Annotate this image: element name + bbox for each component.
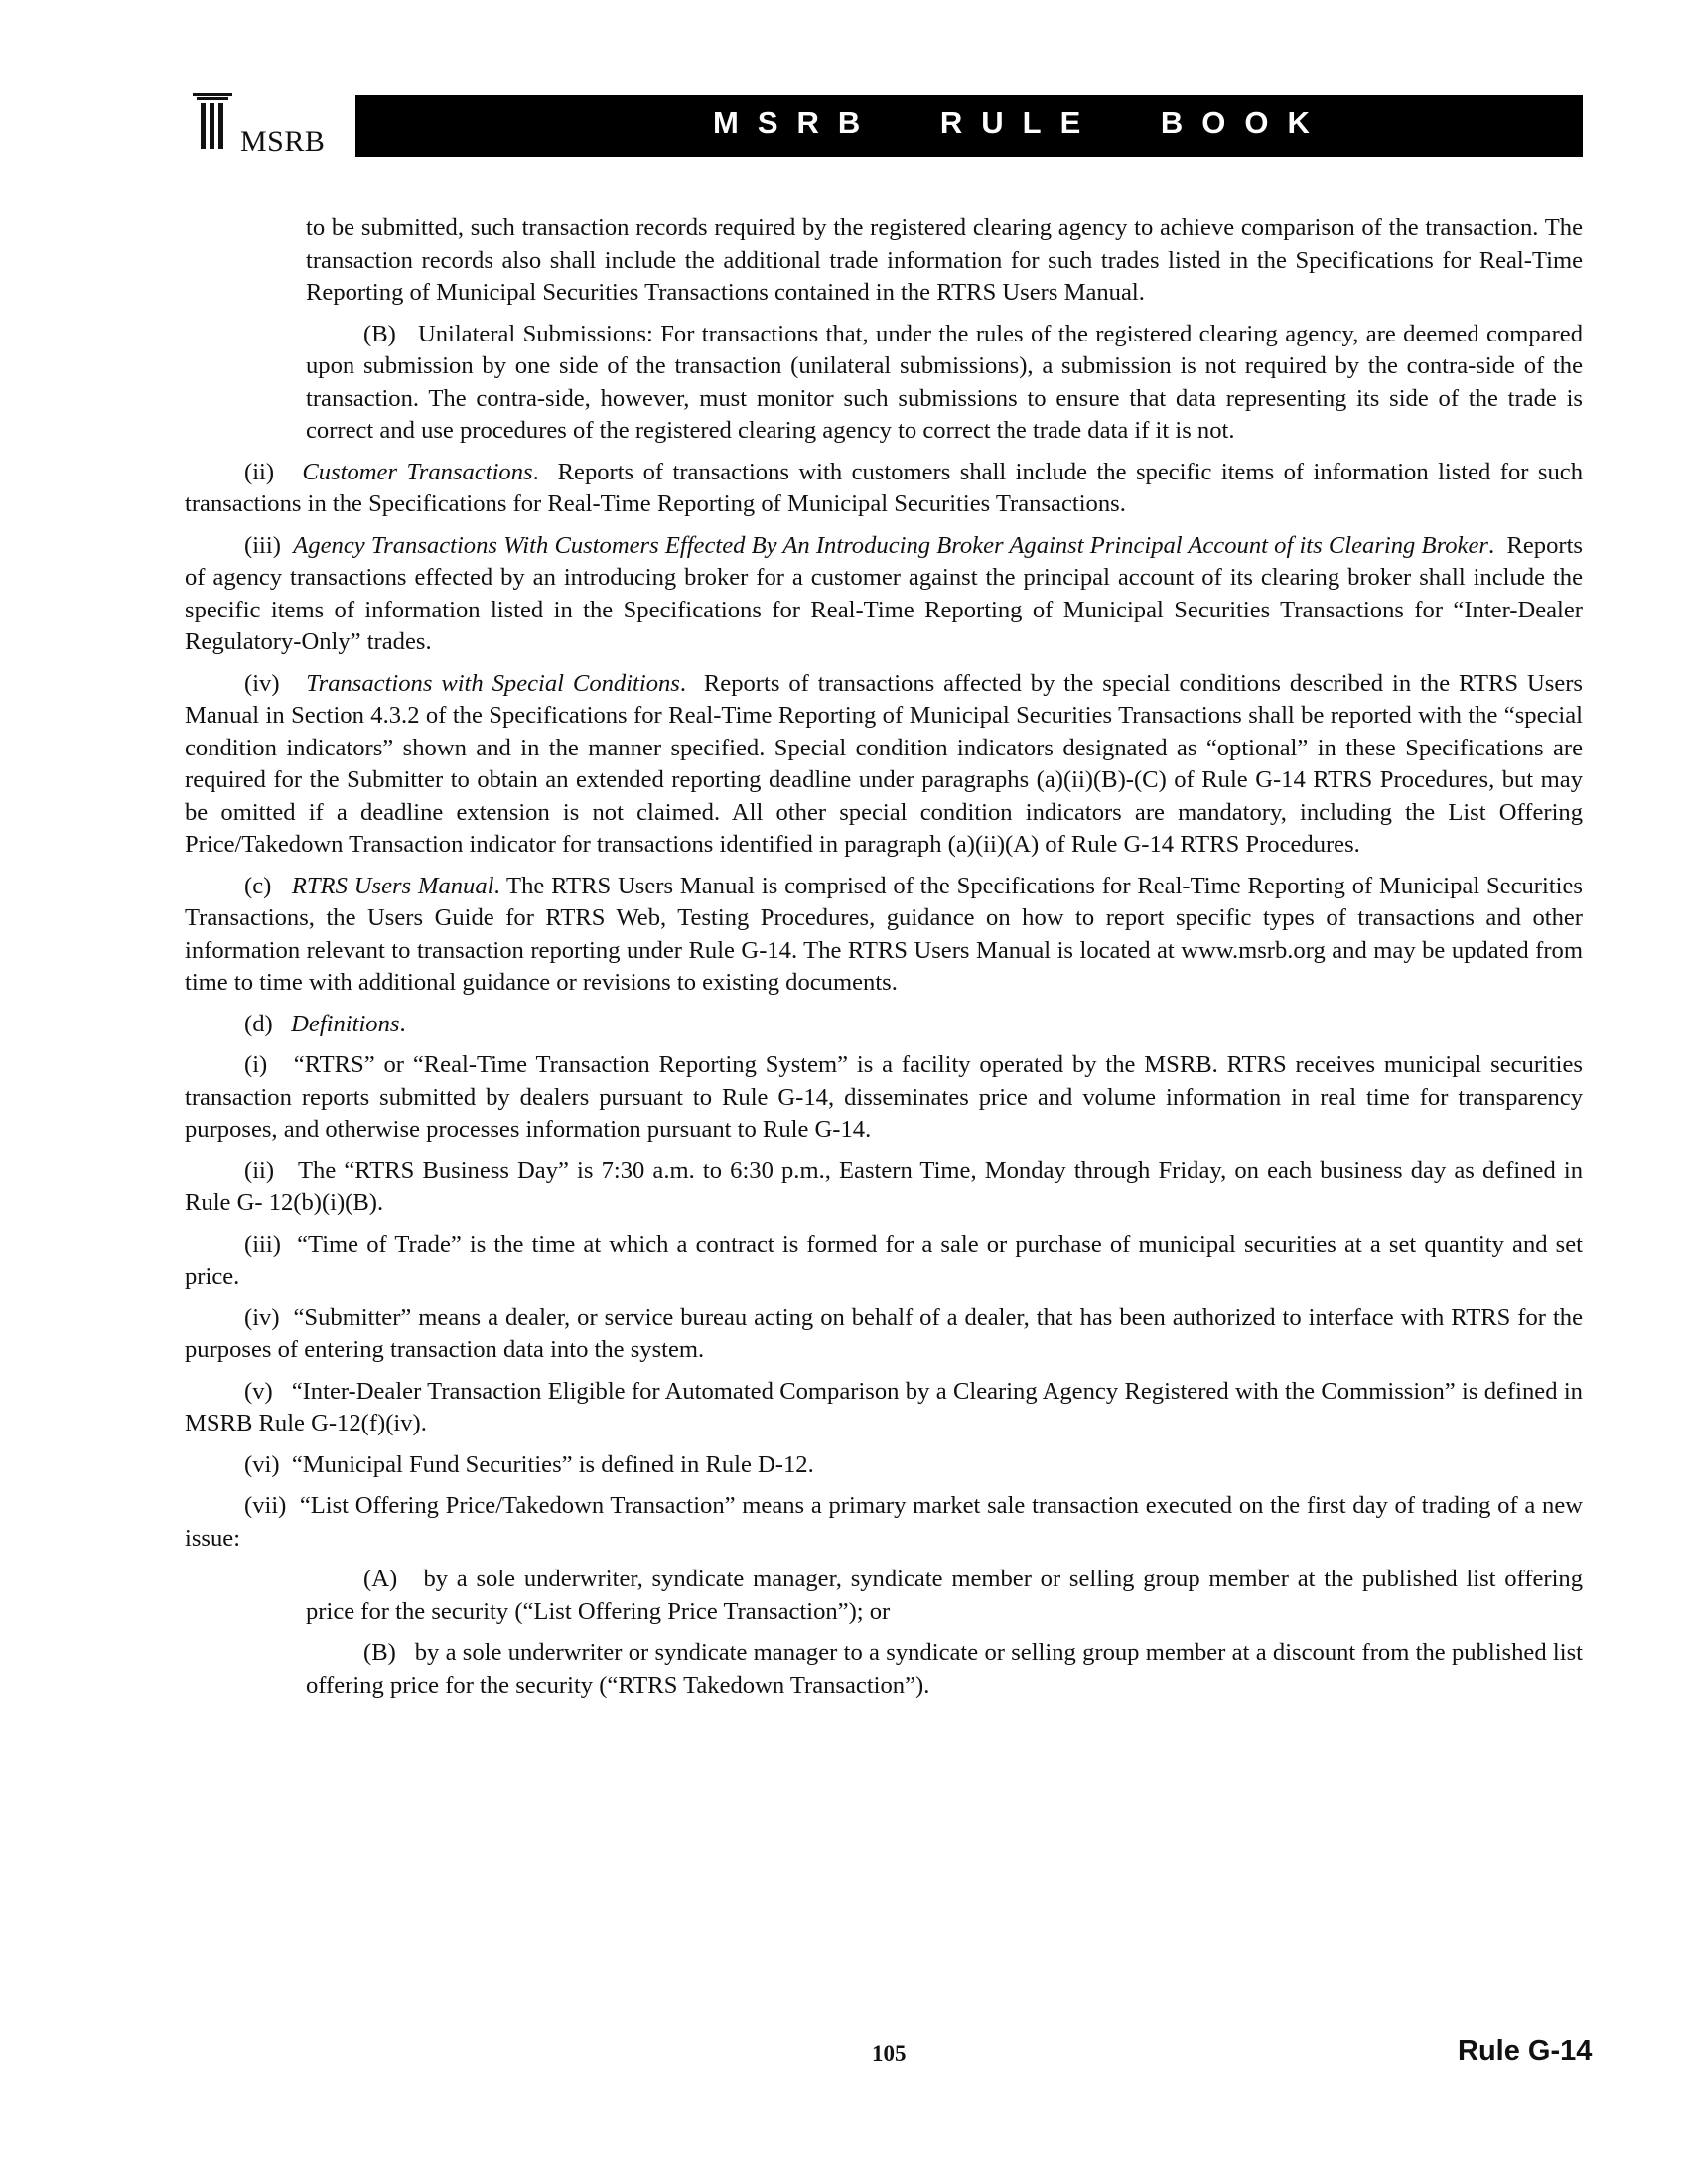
paragraph [306,1637,1583,1702]
paragraph: (c) RTRS Users Manual. The RTRS Users Manual is comprised of the Specifications for Real-Time Reporting of Municipal Securities Transactions, the Users Guide for RTRS Web, Testing Procedures, guidance on how to report specific types of transactions and other information relevant to transaction reporting under Rule G-14. The RTRS Users Manual is located at www.msrb.org and may be updated from time to time with additional guidance or revisions to existing documents. [185,872,1583,996]
paragraph-label: (A) [363,1566,398,1592]
column-pillar-icon [189,91,238,153]
paragraph [185,1449,1583,1482]
paragraph-text: “Municipal Fund Securities” is defined in Rule D-12. [291,1450,814,1478]
paragraph-text: Reports of agency transactions effected by an introducing broker for a customer against the principal account of its clearing broker shall include the specific items of information listed in the Specifications for Real-Time Reporting of Municipal Securities Transactions for “Inter-Dealer Regulatory-Only” trades. [185,531,1583,655]
paragraph-text: “RTRS” or “Real-Time Transaction Reporting System” is a facility operated by the MSRB. RTRS receives municipal securities transaction reports submitted by dealers pursuant to Rule G-14, disseminates price and volume information in real time for transparency purposes, and otherwise processes information pursuant to Rule G-14. [185,1051,1583,1143]
paragraph-label: (vii) [244,1492,287,1519]
paragraph-label: (v) [244,1377,273,1405]
page-number: 105 [872,2041,907,2066]
paragraph-label: (ii) [244,1157,275,1184]
paragraph [185,1490,1583,1555]
paragraph [185,1049,1583,1147]
paragraph [306,1564,1583,1628]
paragraph: (d) Definitions. [244,1010,406,1037]
rule-text [185,212,1583,1710]
paragraph-label: (iii) [244,1230,281,1258]
paragraph: (iv) Transactions with Special Conditions. Reports of transactions affected by the special conditions described in the RTRS Users Manual in Section 4.3.2 of the Specifications for Real-Time Reporting of Municipal Securities Transactions shall be reported with the “special condition indicators” shown and in the manner specified. Special condition indicators designated as “optional” in these Specifications are required for the Submitter to obtain an extended reporting deadline under paragraphs (a)(ii)(B)-(C) of Rule G-14 RTRS Procedures, but may be omitted if a deadline extension is not claimed. All other special condition indicators are mandatory, including the List Offering Price/Takedown Transaction indicator for transactions identified in paragraph (a)(ii)(A) of Rule G-14 RTRS Procedures. [185,669,1584,858]
paragraph: (iii) Agency Transactions With Customers Effected By An Introducing Broker Against Principal Account of its Clearing Broker. Reports of agency transactions effected by an introducing broker for a customer against the principal account of its clearing broker shall include the specific items of information listed in the Specifications for Real-Time Reporting of Municipal Securities Transactions for “Inter-Dealer Regulatory-Only” trades. [185,531,1583,655]
paragraph-label: (d) [244,1010,273,1037]
paragraph [306,212,1583,310]
paragraph-label: (B) [363,320,396,347]
paragraph-label: (iv) [244,1303,280,1331]
paragraph-text: Reports of transactions with customers shall include the specific items of information listed for such transactions in the Specifications for Real-Time Reporting of Municipal Securities Transactions. [185,458,1583,517]
paragraph-text: “Inter-Dealer Transaction Eligible for Automated Comparison by a Clearing Agency Registered with the Commission” is defined in MSRB Rule G-12(f)(iv). [185,1377,1583,1436]
paragraph [185,1376,1583,1440]
paragraph-label: (i) [244,1051,268,1078]
paragraph-text: “Time of Trade” is the time at which a contract is formed for a sale or purchase of municipal securities at a set quantity and set price. [185,1230,1583,1290]
paragraph [306,319,1583,448]
paragraph-label: (iv) [244,669,280,697]
paragraph-text: Reports of transactions affected by the special conditions described in the RTRS Users Manual in Section 4.3.2 of the Specifications for Real-Time Reporting of Municipal Securities Transactions shall be reported with the “special condition indicators” shown and in the manner specified. Special condition indicators designated as “optional” in these Specifications are required for the Submitter to obtain an extended reporting deadline under paragraphs (a)(ii)(B)-(C) of Rule G-14 RTRS Procedures, but may be omitted if a deadline extension is not claimed. All other special condition indicators are mandatory, including the List Offering Price/Takedown Transaction indicator for transactions identified in paragraph (a)(ii)(A) of Rule G-14 RTRS Procedures. [185,669,1584,858]
paragraph-heading: Agency Transactions With Customers Effected By An Introducing Broker Against Principal Account of its Clearing Broker [293,531,1488,559]
paragraph-text: Unilateral Submissions: For transactions that, under the rules of the registered clearing agency, are deemed compared upon submission by one side of the transaction (unilateral submissions), a submission is not required by the contra-side of the transaction. The contra-side, however, must monitor such submissions to ensure that data representing its side of the trade is correct and use procedures of the registered clearing agency to correct the trade data if it is not. [306,320,1583,444]
paragraph-label: (c) [244,872,272,899]
paragraph: (ii) Customer Transactions. Reports of transactions with customers shall include the specific items of information listed for such transactions in the Specifications for Real-Time Reporting of Municipal Securities Transactions. [185,458,1583,517]
banner-title: MSRB RULE BOOK [713,105,1329,140]
paragraph-heading: Definitions [291,1010,400,1037]
paragraph-heading: Transactions with Special Conditions [306,669,680,697]
rule-label: Rule G-14 [1458,2035,1593,2067]
logo-text: MSRB [240,125,326,158]
paragraph-text: “Submitter” means a dealer, or service bureau acting on behalf of a dealer, that has been authorized to interface with RTRS for the purposes of entering transaction data into the system. [185,1303,1583,1363]
paragraph [185,1302,1583,1367]
paragraph-text: by a sole underwriter, syndicate manager, syndicate member or selling group member at the published list offering price for the security (“List Offering Price Transaction”); or [306,1566,1583,1625]
paragraph-text: The “RTRS Business Day” is 7:30 a.m. to 6:30 p.m., Eastern Time, Monday through Friday, on each business day as defined in Rule G- 12(b)(i)(B). [185,1157,1583,1216]
paragraph-text: “List Offering Price/Takedown Transaction” means a primary market sale transaction executed on the first day of trading of a new issue: [185,1492,1583,1552]
paragraph-label: (ii) [244,458,275,485]
paragraph-label: (B) [363,1639,396,1666]
paragraph-text: The RTRS Users Manual is comprised of the Specifications for Real-Time Reporting of Municipal Securities Transactions, the Users Guide for RTRS Web, Testing Procedures, guidance on how to report specific types of transactions and other information relevant to transaction reporting under Rule G-14. The RTRS Users Manual is located at www.msrb.org and may be updated from time to time with additional guidance or revisions to existing documents. [185,872,1583,996]
msrb-logo [189,91,338,161]
paragraph-text: to be submitted, such transaction records required by the registered clearing agency to achieve comparison of the transaction. The transaction records also shall include the additional trade information for such trades listed in the Specifications for Real-Time Reporting of Municipal Securities Transactions contained in the RTRS Users Manual. [306,214,1583,306]
paragraph-heading: Customer Transactions [302,458,533,485]
paragraph-text: by a sole underwriter or syndicate manager to a syndicate or selling group member at a discount from the published list offering price for the security (“RTRS Takedown Transaction”). [306,1639,1583,1699]
paragraph-label: (vi) [244,1450,280,1478]
paragraph [185,1156,1583,1220]
header-banner [355,95,1583,157]
paragraph-heading: RTRS Users Manual [291,872,494,899]
paragraph [185,1229,1583,1294]
paragraph-label: (iii) [244,531,281,559]
